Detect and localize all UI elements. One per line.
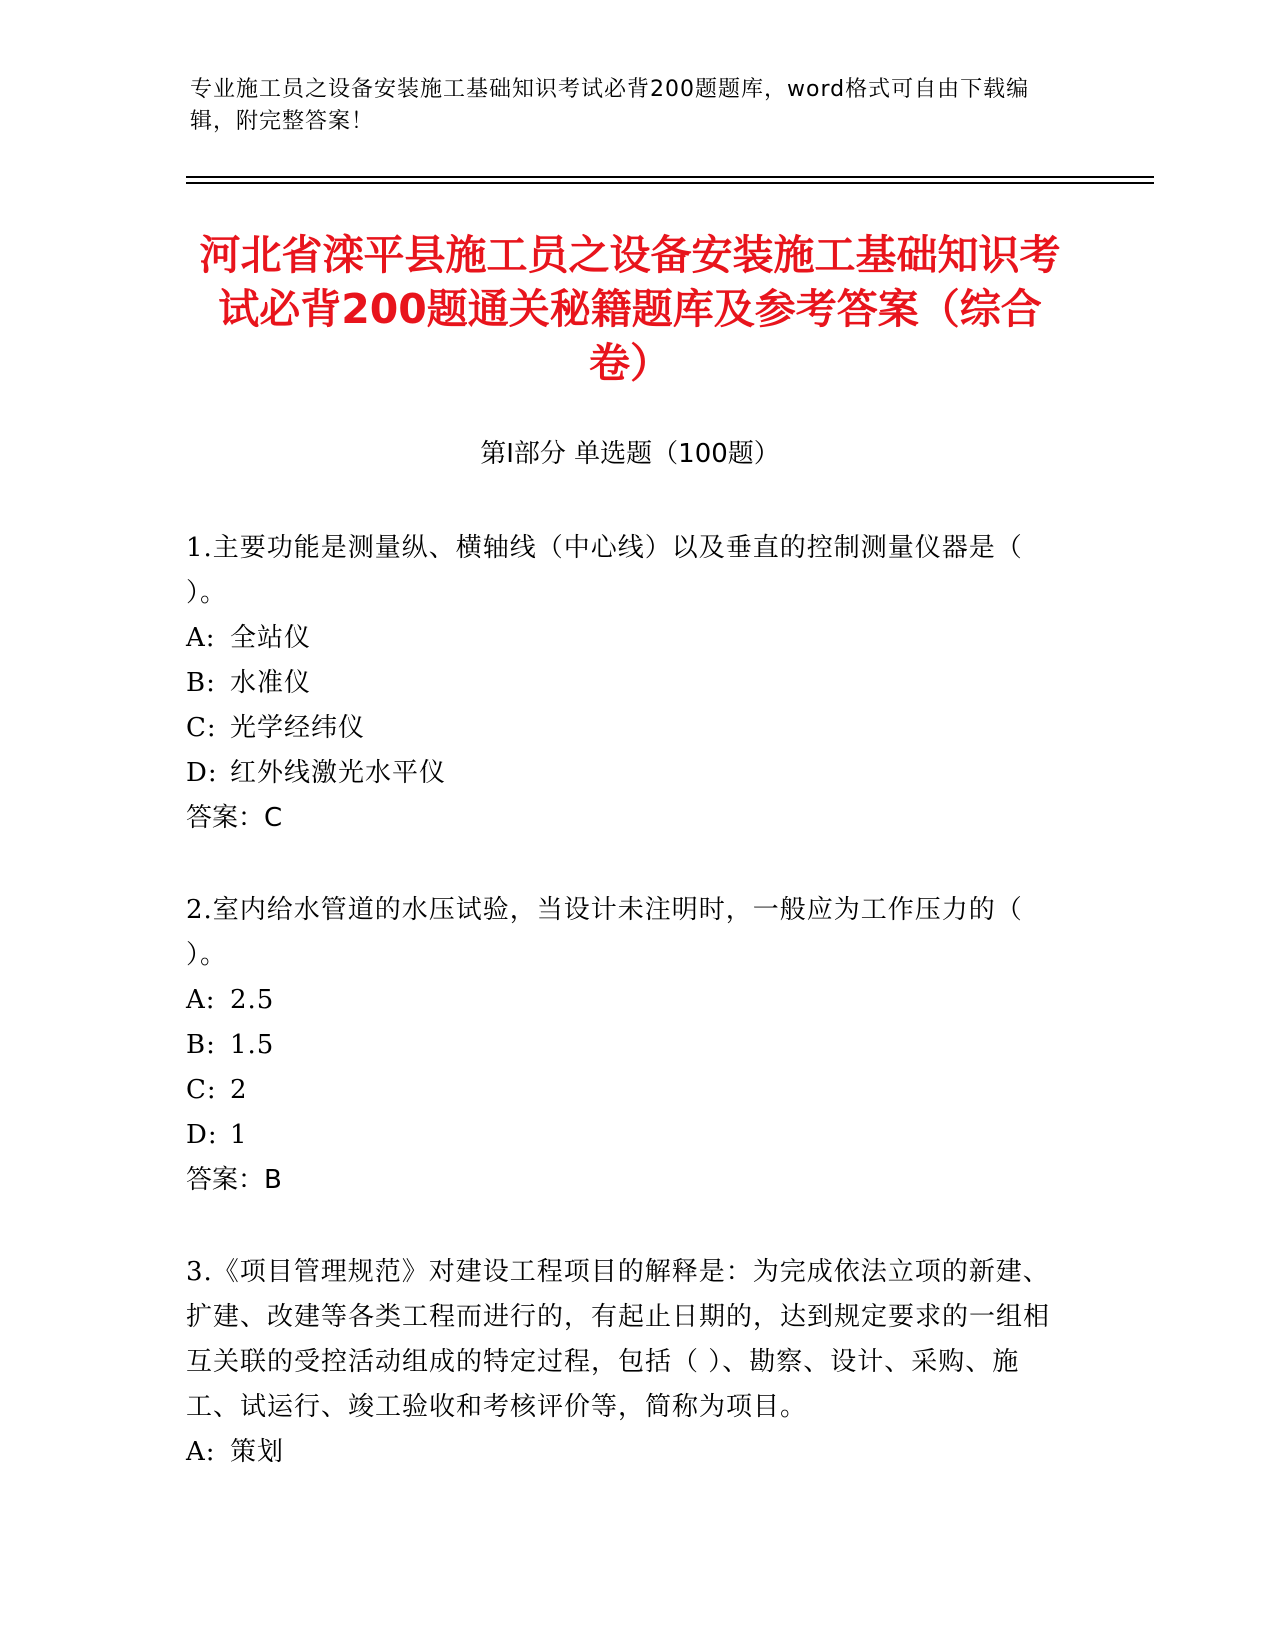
option-c [186, 1068, 1066, 1113]
document-title: 河北省滦平县施工员之设备安装施工基础知识考试必背200题通关秘籍题库及参考答案（综合卷） [199, 231, 1061, 387]
header-divider [186, 176, 1154, 178]
option-text: 光学经纬仪 [230, 713, 366, 743]
option-key: C: [186, 713, 217, 743]
option-text: 全站仪 [230, 623, 312, 653]
answer-value: C [264, 803, 283, 833]
option-key: A: [186, 1437, 216, 1467]
option-text: 2.5 [230, 985, 275, 1015]
option-text: 策划 [230, 1437, 285, 1467]
option-key: B: [186, 668, 216, 698]
answer-prefix: 答案： [186, 1165, 265, 1195]
option-a [186, 1430, 1066, 1475]
option-key: A: [186, 985, 216, 1015]
answer-line [186, 1158, 1066, 1203]
option-key: D: [186, 1120, 218, 1150]
question-block [186, 1250, 1066, 1475]
question-stem: 1.主要功能是测量纵、横轴线（中心线）以及垂直的控制测量仪器是（ ）。 [186, 533, 1023, 608]
option-text: 红外线激光水平仪 [230, 758, 447, 788]
section-title: 第Ⅰ部分 单选题（100题） [480, 439, 780, 469]
option-text: 1 [230, 1120, 248, 1150]
option-b [186, 661, 1066, 706]
option-text: 2 [230, 1075, 248, 1105]
header-divider-double [186, 182, 1154, 184]
answer-value: B [264, 1165, 282, 1195]
question-stem: 2.室内给水管道的水压试验，当设计未注明时，一般应为工作压力的（ ）。 [186, 895, 1023, 970]
question-block [186, 888, 1066, 1203]
header-note: 专业施工员之设备安装施工基础知识考试必背200题题库，word格式可自由下载编辑，附完整答案！ [190, 77, 1030, 134]
option-d [186, 751, 1066, 796]
option-key: D: [186, 758, 218, 788]
option-text: 水准仪 [230, 668, 312, 698]
option-key: A: [186, 623, 216, 653]
answer-prefix: 答案： [186, 803, 265, 833]
answer-line [186, 796, 1066, 841]
option-a [186, 616, 1066, 661]
option-b [186, 1023, 1066, 1068]
option-c [186, 706, 1066, 751]
option-text: 1.5 [230, 1030, 275, 1060]
question-block [186, 526, 1066, 841]
question-stem: 3.《项目管理规范》对建设工程项目的解释是：为完成依法立项的新建、扩建、改建等各类工程而进行的，有起止日期的，达到规定要求的一组相互关联的受控活动组成的特定过程，包括（ ）、勘察、设计、采购、施工、试运行、竣工验收和考核评价等，简称为项目。 [186, 1257, 1051, 1422]
option-key: C: [186, 1075, 217, 1105]
option-d [186, 1113, 1066, 1158]
option-key: B: [186, 1030, 216, 1060]
option-a [186, 978, 1066, 1023]
